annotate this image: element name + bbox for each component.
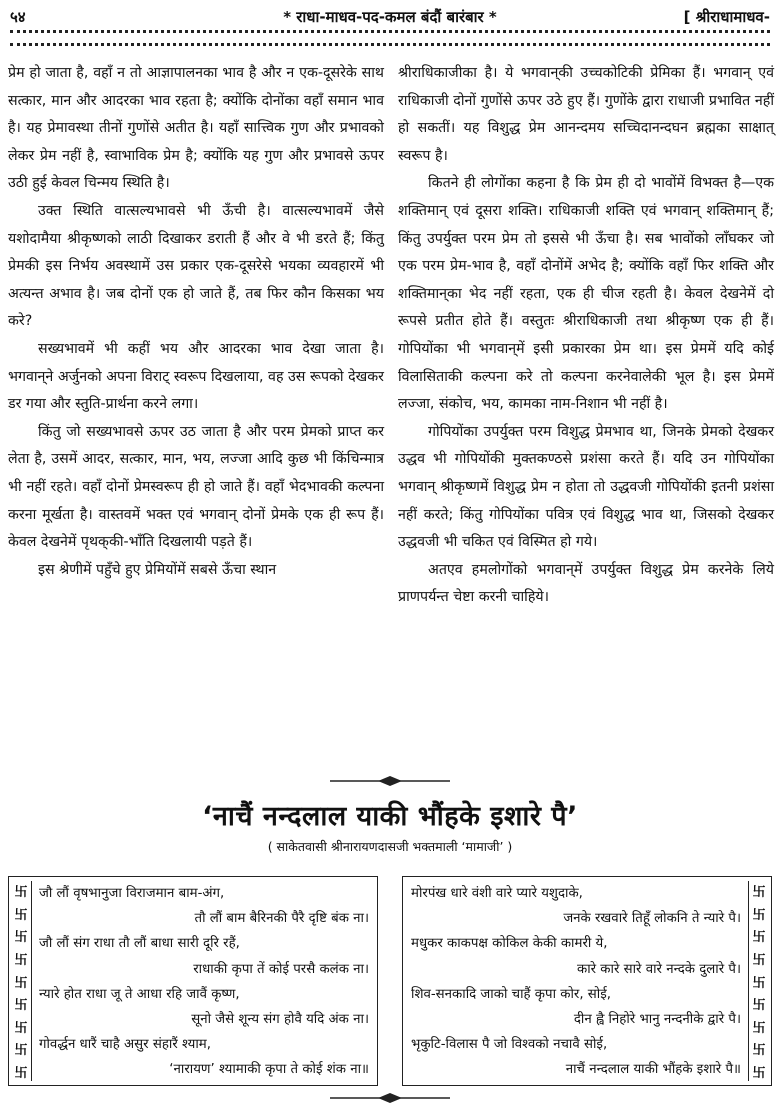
section-title: [ श्रीराधामाधव- <box>683 8 770 26</box>
swastika-icon: 卐 <box>752 1020 766 1036</box>
swastika-icon: 卐 <box>14 1043 28 1059</box>
poem-line: राधाकी कृपा तें कोई परसै कलंक ना। <box>193 961 369 977</box>
paragraph: इस श्रेणीमें पहुँचे हुए प्रेमियोंमें सबसे ऊँचा स्थान <box>38 561 277 578</box>
page-number: ५४ <box>10 8 26 26</box>
poem-line: दीन ह्वै निहोरे भानु नन्दनीके द्वारे पै। <box>573 1012 741 1028</box>
paragraph: कितने ही लोगोंका कहना है कि प्रेम ही दो भावोंमें विभक्त है—एक शक्तिमान् एवं दूसरा शक्ति। राधिकाजी शक्ति एवं भगवान् शक्तिमान् हैं; किंतु उपर्युक्त परम प्रेम तो इससे भी ऊँचा है। सब भावोंको लाँघकर जो एक परम प्रेम-भाव है, वहाँ दोनोंमें अभेद है; क्योंकि वहाँ फिर शक्ति और शक्तिमान्‌का भेद नहीं रहता, एक ही चीज रहती है। केवल देखनेमें दो रूपसे प्रतीत होते हैं। वस्तुतः श्रीराधिकाजी तथा श्रीकृष्ण एक ही हैं। गोपियोंका भी भगवान्‌में इसी प्रकारका प्रेम था। इस प्रेममें यदि कोई विलासिताकी कल्पना करे तो कल्पना करनेवालेकी भूल है। इस प्रेममें लज्जा, संकोच, भय, कामका नाम-निशान भी नहीं है। <box>398 175 774 413</box>
swastika-icon: 卐 <box>752 952 766 968</box>
running-title: * राधा-माधव-पद-कमल बंदौं बारंबार * <box>283 8 497 26</box>
swastika-icon: 卐 <box>14 998 28 1014</box>
paragraph: गोपियोंका उपर्युक्त परम विशुद्ध प्रेमभाव था, जिनके प्रेमको देखकर उद्धव भी गोपियोंकी मुक्तकण्ठसे प्रशंसा करते हैं। यदि उन गोपियोंका भगवान् श्रीकृष्णमें विशुद्ध प्रेम न होता तो उद्धवजी गोपियोंकी इतनी प्रशंसा नहीं करते; किंतु गोपियोंका पवित्र एवं विशुद्ध भाव था, जिसको देखकर उद्धवजी भी चकित एवं विस्मित हो गये। <box>398 423 774 551</box>
left-column <box>8 60 384 584</box>
page-header <box>10 4 770 30</box>
poem-line: कारे कारे सारे वारे नन्दके दुलारे पै। <box>576 961 741 977</box>
ornament-divider <box>330 776 450 786</box>
poem-line: तौ लौं बाम बैरिनकी पैरै दृष्टि बंक ना। <box>194 911 369 927</box>
paragraph: अतएव हमलोगोंको भगवान्‌में उपर्युक्त विशुद्ध प्रेम करनेके लिये प्राणपर्यन्त चेष्टा करनी चाहिये। <box>398 561 774 606</box>
paragraph: उक्त स्थिति वात्सल्यभावसे भी ऊँची है। वात्सल्यभावमें जैसे यशोदामैया श्रीकृष्णको लाठी दिखाकर डराती हैं और वे भी डरते हैं; किंतु प्रेमकी इस निर्भय अवस्थामें उस प्रकार एक-दूसरेसे भयका व्यवहारमें भी अत्यन्त अभाव है। जब दोनों एक हो जाते हैं, तब फिर कौन किसका भय करे? <box>8 202 384 330</box>
paragraph: सख्यभावमें भी कहीं भय और आदरका भाव देखा जाता है। भगवान्‌ने अर्जुनको अपना विराट् स्वरूप दिखलाया, वह उस रूपको देखकर डर गया और स्तुति-प्रार्थना करने लगा। <box>8 340 384 413</box>
poem-line: सूनो जैसे शून्य संग होवै यदि अंक ना। <box>191 1012 369 1028</box>
swastika-border-left <box>11 881 32 1081</box>
swastika-icon: 卐 <box>14 975 28 991</box>
poem-line: जौ लौं संग राधा तौ लौं बाधा सारी दूरि रहैं, <box>39 936 240 952</box>
poem-subtitle: ( साकेतवासी श्रीनारायणदासजी भक्तमाली ‘मामाजी’ ) <box>267 839 513 854</box>
right-column <box>398 60 774 612</box>
swastika-icon: 卐 <box>752 998 766 1014</box>
poem-line: मोरपंख धारे वंशी वारे प्यारे यशुदाके, <box>411 886 583 901</box>
poem-line: ‘नारायण’ श्यामाकी कृपा ते कोई शंक ना॥ <box>169 1062 369 1078</box>
poem-line: जौ लौं वृषभानुजा विराजमान बाम-अंग, <box>39 886 225 901</box>
poem-title: ‘नाचैं नन्दलाल याकी भौंहके इशारे पै’ <box>202 801 578 832</box>
swastika-icon: 卐 <box>14 907 28 923</box>
swastika-icon: 卐 <box>752 930 766 946</box>
poem-box-left <box>8 876 378 1086</box>
paragraph: श्रीराधिकाजीका है। ये भगवान्‌की उच्चकोटिकी प्रेमिका हैं। भगवान् एवं राधिकाजी दोनों गुणोंसे ऊपर उठे हुए हैं। गुणोंके द्वारा राधाजी प्रभावित नहीं हो सकतीं। यह विशुद्ध प्रेम आनन्दमय सच्चिदानन्दघन ब्रह्मका साक्षात् स्वरूप है। <box>398 65 774 164</box>
poem-line: नाचैं नन्दलाल याकी भौंहके इशारे पै॥ <box>565 1062 741 1078</box>
paragraph: किंतु जो सख्यभावसे ऊपर उठ जाता है और परम प्रेमको प्राप्त कर लेता है, उसमें आदर, सत्कार, मान, भय, लज्जा आदि कुछ भी किंचिन्मात्र भी नहीं रहते। वहाँ दोनों प्रेमस्वरूप ही हो जाते हैं। वहाँ भेदभावकी कल्पना करना मूर्खता है। वास्तवमें भक्त एवं भगवान् दोनों प्रेमके एक ही रूप हैं। केवल देखनेमें पृथक्‌की-भाँति दिखलायी पड़ते हैं। <box>8 423 384 551</box>
swastika-icon: 卐 <box>752 975 766 991</box>
poem-stanza-right <box>411 881 741 1083</box>
ornament-divider-bottom <box>330 1093 450 1103</box>
poem-line: मधुकर काकपक्ष कोकिल केकी कामरी ये, <box>411 936 608 952</box>
swastika-icon: 卐 <box>14 1020 28 1036</box>
swastika-icon: 卐 <box>752 1066 766 1081</box>
swastika-border-right <box>748 881 769 1081</box>
header-rule <box>10 30 770 46</box>
swastika-icon: 卐 <box>14 1066 28 1081</box>
swastika-icon: 卐 <box>14 930 28 946</box>
poem-line: जनके रखवारे तिहूँ लोकनि ते न्यारे पै। <box>563 911 741 927</box>
swastika-icon: 卐 <box>14 952 28 968</box>
poem-line: गोवर्द्धन धारैं चाहै असुर संहारैं श्याम, <box>39 1037 211 1053</box>
poem-line: न्यारे होत राधा जू ते आधा रहि जावैं कृष्ण, <box>39 986 240 1002</box>
swastika-icon: 卐 <box>752 907 766 923</box>
poem-box-right <box>402 876 772 1086</box>
poem-line: भृकुटि-विलास पै जो विश्वको नचावै सोई, <box>411 1037 608 1053</box>
poem-line: शिव-सनकादि जाको चाहैं कृपा कोर, सोई, <box>411 986 611 1002</box>
swastika-icon: 卐 <box>14 885 28 900</box>
paragraph: प्रेम हो जाता है, वहाँ न तो आज्ञापालनका भाव है और न एक-दूसरेके साथ सत्कार, मान और आदरका भाव रहता है; क्योंकि दोनोंका वहाँ समान भाव है। यह प्रेमावस्था तीनों गुणोंसे अतीत है। यहाँ सात्त्विक गुण और प्रभावको लेकर प्रेम नहीं है, स्वाभाविक प्रेम है; क्योंकि यह गुण और प्रभावसे ऊपर उठी हुई केवल चिन्मय स्थिति है। <box>8 65 384 192</box>
poem-stanza-left <box>39 881 369 1083</box>
swastika-icon: 卐 <box>752 885 766 900</box>
swastika-icon: 卐 <box>752 1043 766 1059</box>
